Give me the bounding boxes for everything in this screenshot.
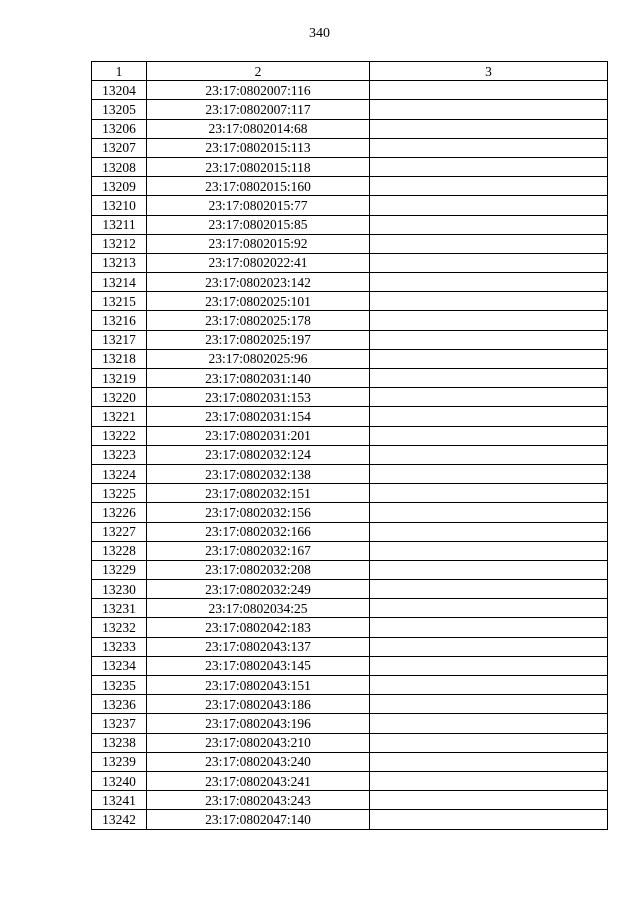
notes-cell (370, 215, 608, 234)
notes-cell (370, 330, 608, 349)
notes-cell (370, 388, 608, 407)
column-header-1: 1 (92, 62, 147, 81)
table-row (92, 234, 608, 253)
table-row (92, 349, 608, 368)
notes-cell (370, 426, 608, 445)
notes-cell (370, 656, 608, 675)
table-row (92, 752, 608, 771)
notes-cell (370, 234, 608, 253)
row-number-cell: 13224 (92, 464, 147, 483)
cadastral-number-cell: 23:17:0802031:140 (147, 369, 370, 388)
notes-cell (370, 503, 608, 522)
cadastral-number-cell: 23:17:0802015:118 (147, 157, 370, 176)
table-row (92, 426, 608, 445)
cadastral-number-cell: 23:17:0802025:101 (147, 292, 370, 311)
notes-cell (370, 349, 608, 368)
table-row (92, 810, 608, 829)
table-row (92, 273, 608, 292)
row-number-cell: 13230 (92, 580, 147, 599)
cadastral-number-cell: 23:17:0802025:178 (147, 311, 370, 330)
table-header (92, 62, 608, 81)
cadastral-number-cell: 23:17:0802032:166 (147, 522, 370, 541)
table-row (92, 676, 608, 695)
cadastral-number-cell: 23:17:0802025:96 (147, 349, 370, 368)
row-number-cell: 13227 (92, 522, 147, 541)
notes-cell (370, 810, 608, 829)
table-row (92, 599, 608, 618)
cadastral-number-cell: 23:17:0802015:77 (147, 196, 370, 215)
cadastral-number-cell: 23:17:0802043:145 (147, 656, 370, 675)
table-row (92, 714, 608, 733)
cadastral-number-cell: 23:17:0802023:142 (147, 273, 370, 292)
row-number-cell: 13215 (92, 292, 147, 311)
cadastral-number-cell: 23:17:0802032:151 (147, 484, 370, 503)
row-number-cell: 13241 (92, 791, 147, 810)
row-number-cell: 13226 (92, 503, 147, 522)
notes-cell (370, 714, 608, 733)
table-row (92, 196, 608, 215)
notes-cell (370, 637, 608, 656)
row-number-cell: 13222 (92, 426, 147, 445)
notes-cell (370, 157, 608, 176)
table-row (92, 637, 608, 656)
column-header-2: 2 (147, 62, 370, 81)
cadastral-number-cell: 23:17:0802032:167 (147, 541, 370, 560)
row-number-cell: 13219 (92, 369, 147, 388)
cadastral-number-cell: 23:17:0802047:140 (147, 810, 370, 829)
row-number-cell: 13225 (92, 484, 147, 503)
table-row (92, 253, 608, 272)
notes-cell (370, 618, 608, 637)
row-number-cell: 13239 (92, 752, 147, 771)
table-row (92, 177, 608, 196)
row-number-cell: 13228 (92, 541, 147, 560)
cadastral-number-cell: 23:17:0802022:41 (147, 253, 370, 272)
cadastral-number-cell: 23:17:0802043:186 (147, 695, 370, 714)
table-row (92, 503, 608, 522)
table-row (92, 445, 608, 464)
table-body (92, 81, 608, 829)
cadastral-number-cell: 23:17:0802015:113 (147, 138, 370, 157)
table-row (92, 771, 608, 790)
notes-cell (370, 676, 608, 695)
table-row (92, 580, 608, 599)
cadastral-number-cell: 23:17:0802031:153 (147, 388, 370, 407)
table-row (92, 695, 608, 714)
cadastral-number-cell: 23:17:0802032:156 (147, 503, 370, 522)
notes-cell (370, 311, 608, 330)
cadastral-number-cell: 23:17:0802007:117 (147, 100, 370, 119)
row-number-cell: 13242 (92, 810, 147, 829)
notes-cell (370, 253, 608, 272)
table-row (92, 618, 608, 637)
page-number: 340 (309, 26, 330, 41)
row-number-cell: 13218 (92, 349, 147, 368)
table-row (92, 733, 608, 752)
notes-cell (370, 791, 608, 810)
row-number-cell: 13213 (92, 253, 147, 272)
notes-cell (370, 138, 608, 157)
cadastral-number-cell: 23:17:0802043:240 (147, 752, 370, 771)
row-number-cell: 13207 (92, 138, 147, 157)
row-number-cell: 13211 (92, 215, 147, 234)
row-number-cell: 13236 (92, 695, 147, 714)
row-number-cell: 13212 (92, 234, 147, 253)
row-number-cell: 13216 (92, 311, 147, 330)
notes-cell (370, 733, 608, 752)
cadastral-number-cell: 23:17:0802043:241 (147, 771, 370, 790)
notes-cell (370, 292, 608, 311)
row-number-cell: 13235 (92, 676, 147, 695)
cadastral-number-cell: 23:17:0802043:151 (147, 676, 370, 695)
table-row (92, 464, 608, 483)
row-number-cell: 13238 (92, 733, 147, 752)
row-number-cell: 13214 (92, 273, 147, 292)
table-row (92, 407, 608, 426)
table-row (92, 560, 608, 579)
notes-cell (370, 580, 608, 599)
notes-cell (370, 369, 608, 388)
table-row (92, 522, 608, 541)
notes-cell (370, 541, 608, 560)
cadastral-number-cell: 23:17:0802034:25 (147, 599, 370, 618)
cadastral-number-cell: 23:17:0802015:92 (147, 234, 370, 253)
cadastral-number-cell: 23:17:0802042:183 (147, 618, 370, 637)
cadastral-number-cell: 23:17:0802043:243 (147, 791, 370, 810)
table-row (92, 215, 608, 234)
notes-cell (370, 695, 608, 714)
table-row (92, 369, 608, 388)
row-number-cell: 13206 (92, 119, 147, 138)
row-number-cell: 13231 (92, 599, 147, 618)
row-number-cell: 13208 (92, 157, 147, 176)
notes-cell (370, 81, 608, 100)
notes-cell (370, 119, 608, 138)
row-number-cell: 13233 (92, 637, 147, 656)
cadastral-number-cell: 23:17:0802043:210 (147, 733, 370, 752)
notes-cell (370, 196, 608, 215)
notes-cell (370, 407, 608, 426)
notes-cell (370, 100, 608, 119)
notes-cell (370, 484, 608, 503)
cadastral-number-cell: 23:17:0802032:249 (147, 580, 370, 599)
table-row (92, 656, 608, 675)
table-row (92, 388, 608, 407)
table-row (92, 330, 608, 349)
notes-cell (370, 752, 608, 771)
table-row (92, 484, 608, 503)
cadastral-number-cell: 23:17:0802007:116 (147, 81, 370, 100)
row-number-cell: 13204 (92, 81, 147, 100)
row-number-cell: 13221 (92, 407, 147, 426)
cadastral-number-cell: 23:17:0802032:208 (147, 560, 370, 579)
table-row (92, 157, 608, 176)
row-number-cell: 13223 (92, 445, 147, 464)
row-number-cell: 13240 (92, 771, 147, 790)
notes-cell (370, 445, 608, 464)
notes-cell (370, 273, 608, 292)
notes-cell (370, 464, 608, 483)
table-row (92, 138, 608, 157)
cadastral-number-cell: 23:17:0802014:68 (147, 119, 370, 138)
notes-cell (370, 177, 608, 196)
row-number-cell: 13234 (92, 656, 147, 675)
cadastral-number-cell: 23:17:0802015:85 (147, 215, 370, 234)
row-number-cell: 13217 (92, 330, 147, 349)
cadastral-number-cell: 23:17:0802043:137 (147, 637, 370, 656)
notes-cell (370, 522, 608, 541)
row-number-cell: 13209 (92, 177, 147, 196)
cadastral-number-cell: 23:17:0802032:124 (147, 445, 370, 464)
row-number-cell: 13232 (92, 618, 147, 637)
table-row (92, 292, 608, 311)
cadastral-number-cell: 23:17:0802025:197 (147, 330, 370, 349)
cadastral-number-cell: 23:17:0802031:201 (147, 426, 370, 445)
cadastral-number-cell: 23:17:0802031:154 (147, 407, 370, 426)
table-header-row (92, 62, 608, 81)
notes-cell (370, 599, 608, 618)
registry-table (91, 61, 608, 830)
table-row (92, 100, 608, 119)
table-row (92, 541, 608, 560)
row-number-cell: 13220 (92, 388, 147, 407)
table-row (92, 81, 608, 100)
row-number-cell: 13229 (92, 560, 147, 579)
cadastral-number-cell: 23:17:0802032:138 (147, 464, 370, 483)
row-number-cell: 13237 (92, 714, 147, 733)
table-row (92, 311, 608, 330)
cadastral-number-cell: 23:17:0802015:160 (147, 177, 370, 196)
table-row (92, 119, 608, 138)
row-number-cell: 13205 (92, 100, 147, 119)
table-row (92, 791, 608, 810)
notes-cell (370, 560, 608, 579)
cadastral-number-cell: 23:17:0802043:196 (147, 714, 370, 733)
notes-cell (370, 771, 608, 790)
row-number-cell: 13210 (92, 196, 147, 215)
column-header-3: 3 (370, 62, 608, 81)
